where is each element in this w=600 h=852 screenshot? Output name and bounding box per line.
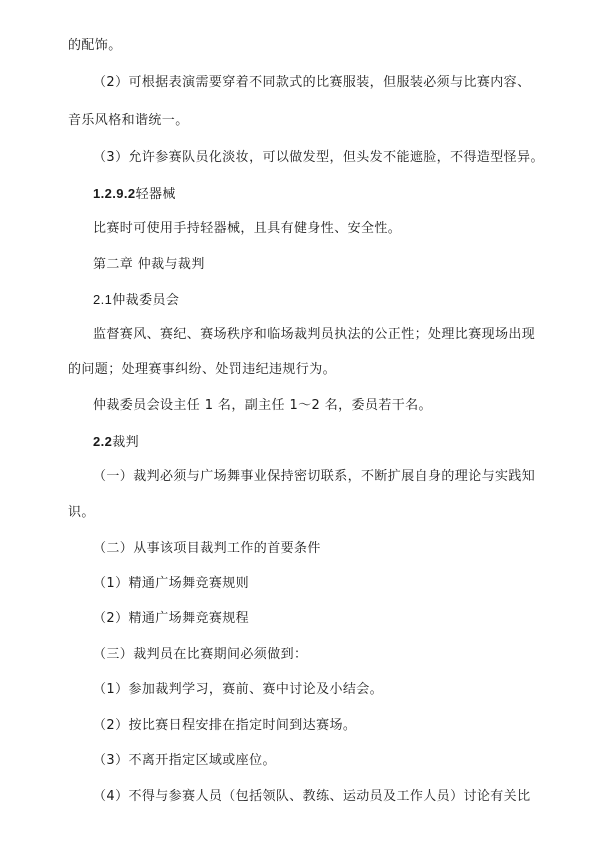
paragraph-line: 监督赛风、赛纪、赛场秩序和临场裁判员执法的公正性；处理比赛现场出现 bbox=[93, 327, 536, 342]
section-title: 裁判 bbox=[112, 435, 140, 450]
list-item: （2）按比赛日程安排在指定时间到达赛场。 bbox=[93, 718, 357, 733]
section-number: 2.2 bbox=[93, 434, 113, 449]
paragraph-line: （三）裁判员在比赛期间必须做到： bbox=[93, 647, 308, 662]
section-number: 2.1 bbox=[93, 292, 113, 307]
paragraph-line: （一）裁判必须与广场舞事业保持密切联系，不断扩展自身的理论与实践知 bbox=[93, 469, 536, 484]
paragraph-line: （二）从事该项目裁判工作的首要条件 bbox=[93, 541, 321, 556]
section-heading bbox=[93, 434, 139, 451]
section-title: 仲裁委员会 bbox=[112, 293, 180, 308]
paragraph-line: （2）可根据表演需要穿着不同款式的比赛服装，但服装必须与比赛内容、 bbox=[93, 75, 531, 90]
section-heading bbox=[93, 186, 176, 203]
paragraph-line: 的问题；处理赛事纠纷、处罚违纪违规行为。 bbox=[68, 362, 337, 377]
paragraph-line: 音乐风格和谐统一。 bbox=[68, 113, 189, 128]
section-heading bbox=[93, 292, 179, 309]
section-number: 1.2.9.2 bbox=[93, 186, 136, 201]
paragraph-line: 的配饰。 bbox=[68, 38, 122, 53]
list-item: （1）精通广场舞竞赛规则 bbox=[93, 576, 250, 591]
chapter-heading: 第二章 仲裁与裁判 bbox=[93, 257, 205, 272]
list-item: （2）精通广场舞竞赛规程 bbox=[93, 611, 250, 626]
section-title: 轻器械 bbox=[135, 187, 176, 202]
paragraph-line: 比赛时可使用手持轻器械，且具有健身性、安全性。 bbox=[93, 221, 402, 236]
list-item: （4）不得与参赛人员（包括领队、教练、运动员及工作人员）讨论有关比 bbox=[93, 789, 531, 804]
list-item: （3）不离开指定区域或座位。 bbox=[93, 753, 276, 768]
list-item: （1）参加裁判学习，赛前、赛中讨论及小结会。 bbox=[93, 682, 384, 697]
paragraph-line: 仲裁委员会设主任 1 名，副主任 1～2 名，委员若干名。 bbox=[93, 398, 432, 413]
paragraph-line: 识。 bbox=[68, 505, 95, 520]
paragraph-line: （3）允许参赛队员化淡妆，可以做发型，但头发不能遮脸，不得造型怪异。 bbox=[93, 150, 544, 165]
